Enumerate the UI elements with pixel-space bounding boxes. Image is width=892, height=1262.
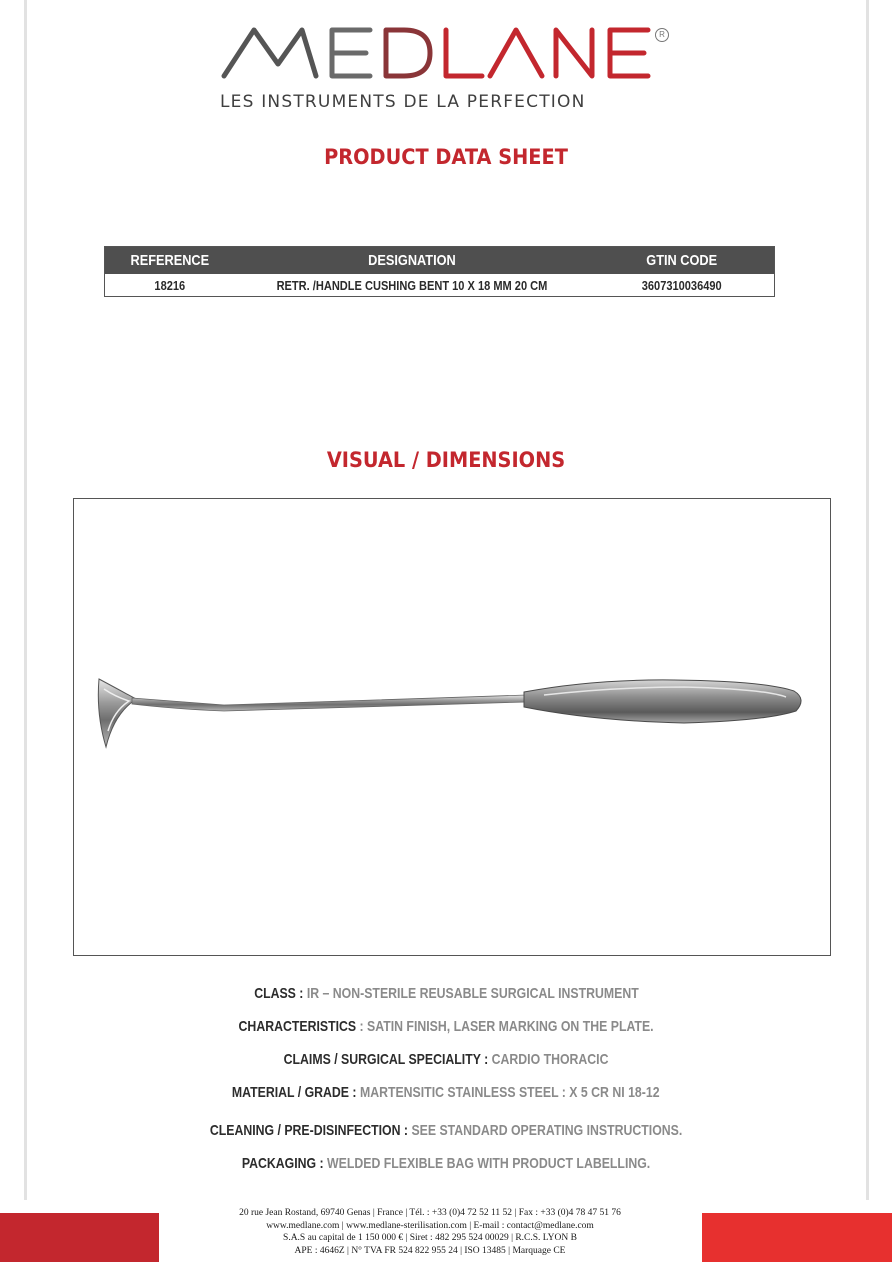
product-data-sheet-title: PRODUCT DATA SHEET (324, 145, 568, 169)
cell-gtin: 3607310036490 (641, 277, 722, 293)
footer-red-bar-left (0, 1213, 159, 1262)
spec-claims (0, 1051, 892, 1068)
header-designation: DESIGNATION (367, 252, 456, 269)
brand-tagline: LES INSTRUMENTS DE LA PERFECTION (220, 92, 586, 112)
spec-characteristics (0, 1018, 892, 1035)
spec-cleaning (0, 1122, 892, 1139)
footer-address: 20 rue Jean Rostand, 69740 Genas | France | Tél. : +33 (0)4 72 52 11 52 | Fax : +33 (0)4 78 47 51 76 (239, 1208, 621, 1218)
spec-label: CLEANING / PRE-DISINFECTION : (209, 1122, 408, 1139)
header-gtin: GTIN CODE (645, 252, 717, 269)
spec-class (0, 985, 892, 1002)
spec-packaging (0, 1155, 892, 1172)
registered-mark: R (655, 28, 669, 42)
spec-label: PACKAGING : (241, 1155, 324, 1172)
spec-label: CHARACTERISTICS (238, 1018, 357, 1035)
spec-label: CLASS : (253, 985, 303, 1002)
header-reference: REFERENCE (130, 252, 210, 269)
footer-registration: APE : 4646Z | N° TVA FR 524 822 955 24 | ISO 13485 | Marquage CE (294, 1245, 566, 1256)
spec-value: IR – NON-STERILE REUSABLE SURGICAL INSTRUMENT (302, 985, 639, 1002)
cell-designation: RETR. /HANDLE CUSHING BENT 10 X 18 MM 20 CM (276, 277, 547, 293)
spec-label: MATERIAL / GRADE : (232, 1084, 357, 1101)
cushing-retractor-image (74, 499, 832, 957)
spec-value: SEE STANDARD OPERATING INSTRUCTIONS. (407, 1122, 683, 1139)
visual-dimensions-title: VISUAL / DIMENSIONS (326, 448, 566, 472)
spec-value: MARTENSITIC STAINLESS STEEL : X 5 CR NI 18-12 (356, 1084, 660, 1101)
cell-reference: 18216 (154, 277, 186, 293)
table-row (105, 274, 774, 296)
reference-table (104, 246, 775, 297)
footer-red-bar-right (702, 1213, 892, 1262)
spec-value: WELDED FLEXIBLE BAG WITH PRODUCT LABELLING. (323, 1155, 651, 1172)
footer-company-info (180, 1207, 680, 1257)
table-header-row (105, 247, 774, 274)
footer-legal: S.A.S au capital de 1 150 000 € | Siret : 482 295 524 00029 | R.C.S. LYON B (283, 1233, 577, 1243)
spec-value: CARDIO THORACIC (488, 1051, 609, 1068)
spec-material (0, 1084, 892, 1101)
spec-value: : SATIN FINISH, LASER MARKING ON THE PLATE. (356, 1018, 654, 1035)
footer-web: www.medlane.com | www.medlane-sterilisation.com | E-mail : contact@medlane.com (266, 1220, 594, 1231)
spec-label: CLAIMS / SURGICAL SPECIALITY : (283, 1051, 489, 1068)
visual-box (73, 498, 831, 956)
